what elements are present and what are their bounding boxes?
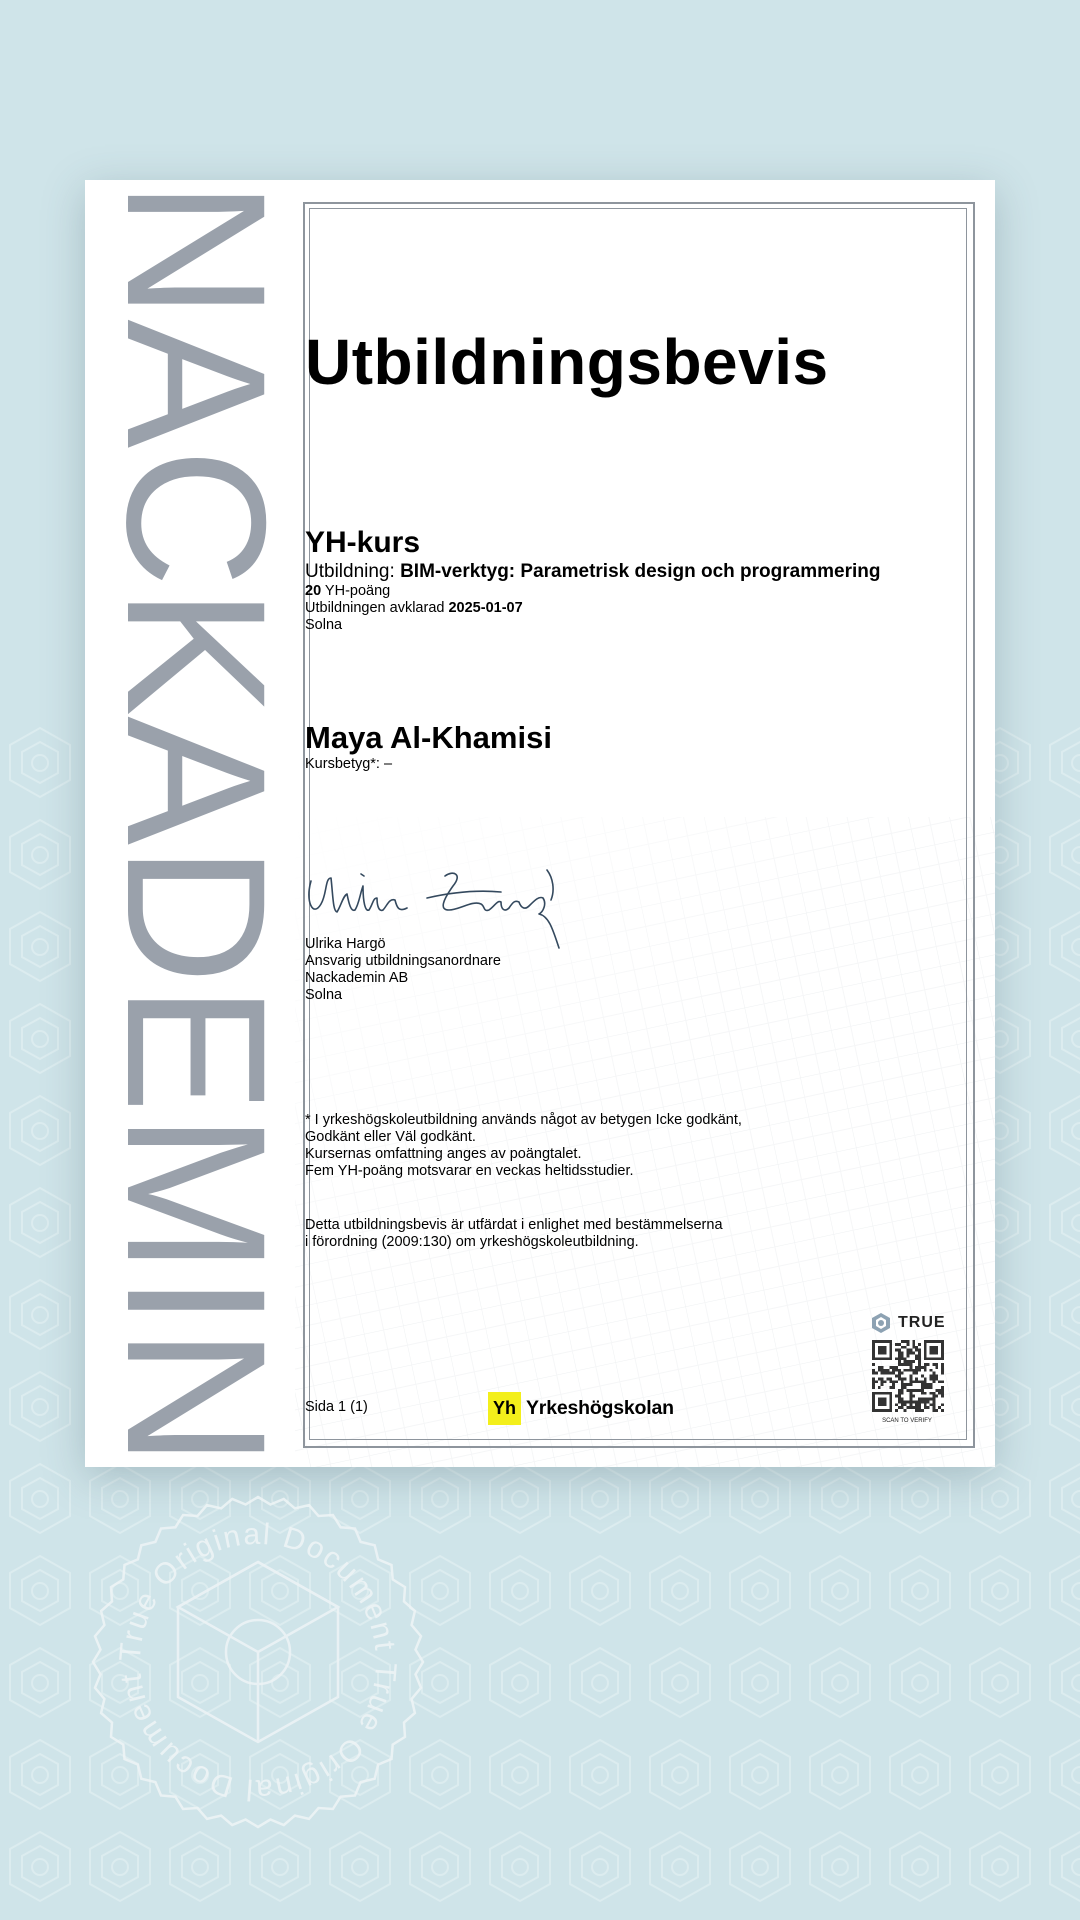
- issuer-vertical-name: [86, 180, 307, 1501]
- legal-line: i förordning (2009:130) om yrkeshögskoleutbildning.: [305, 1234, 639, 1250]
- grade-label: Kursbetyg*:: [305, 756, 380, 772]
- education-label: Utbildning:: [305, 561, 395, 582]
- points-line: [305, 583, 880, 600]
- yrkeshogskolan-logo: [488, 1392, 674, 1425]
- true-brand: TRUE: [898, 1314, 946, 1331]
- course-info: [305, 525, 880, 634]
- completed-date: 2025-01-07: [448, 600, 523, 616]
- education-name: BIM-verktyg: Parametrisk design och programmering: [400, 561, 881, 582]
- original-document-seal: [88, 1492, 428, 1832]
- grade-line: [305, 756, 552, 773]
- signatory-name: Ulrika Hargö: [305, 936, 386, 952]
- legal-notice: [305, 1217, 723, 1251]
- document-title: Utbildningsbevis: [305, 326, 829, 398]
- completed-line: [305, 600, 880, 617]
- verification-badge[interactable]: [870, 1312, 950, 1424]
- footnote-line: Godkänt eller Väl godkänt.: [305, 1129, 476, 1145]
- student-info: [305, 720, 552, 773]
- qr-code-icon[interactable]: [872, 1340, 944, 1412]
- footnote-line: Kursernas omfattning anges av poängtalet.: [305, 1146, 582, 1162]
- course-type: YH-kurs: [305, 526, 421, 559]
- signatory-role: Ansvarig utbildningsanordnare: [305, 953, 501, 969]
- footnote-line: * I yrkeshögskoleutbildning används något av betygen Icke godkänt,: [305, 1112, 742, 1128]
- seal-text: True Original Document: [113, 1517, 402, 1663]
- footnote-line: Fem YH-poäng motsvarar en veckas heltidsstudier.: [305, 1163, 634, 1179]
- page-number: Sida 1 (1): [305, 1399, 368, 1415]
- agency-name: Yrkeshögskolan: [526, 1397, 674, 1419]
- points-value: 20: [305, 583, 322, 599]
- education-line: [305, 561, 880, 583]
- signatory-block: [305, 936, 501, 1004]
- issuer-name-text: NACKADEMIN: [86, 180, 307, 1501]
- scan-to-verify-label: SCAN TO VERIFY: [882, 1418, 932, 1424]
- yh-logo-mark: Yh: [488, 1392, 521, 1425]
- certificate-page: [85, 180, 995, 1501]
- course-location: Solna: [305, 617, 343, 633]
- true-logo-icon: [870, 1312, 892, 1334]
- completed-label: Utbildningen avklarad: [305, 600, 445, 616]
- seal-text-repeat: True Original Document: [114, 1661, 403, 1807]
- signatory-location: Solna: [305, 987, 343, 1003]
- signatory-organization: Nackademin AB: [305, 970, 409, 986]
- points-unit: YH-poäng: [324, 583, 391, 599]
- grading-footnote: [305, 1112, 742, 1180]
- grade-value: –: [384, 756, 393, 772]
- student-name: Maya Al-Khamisi: [305, 720, 552, 755]
- legal-line: Detta utbildningsbevis är utfärdat i enlighet med bestämmelserna: [305, 1217, 723, 1233]
